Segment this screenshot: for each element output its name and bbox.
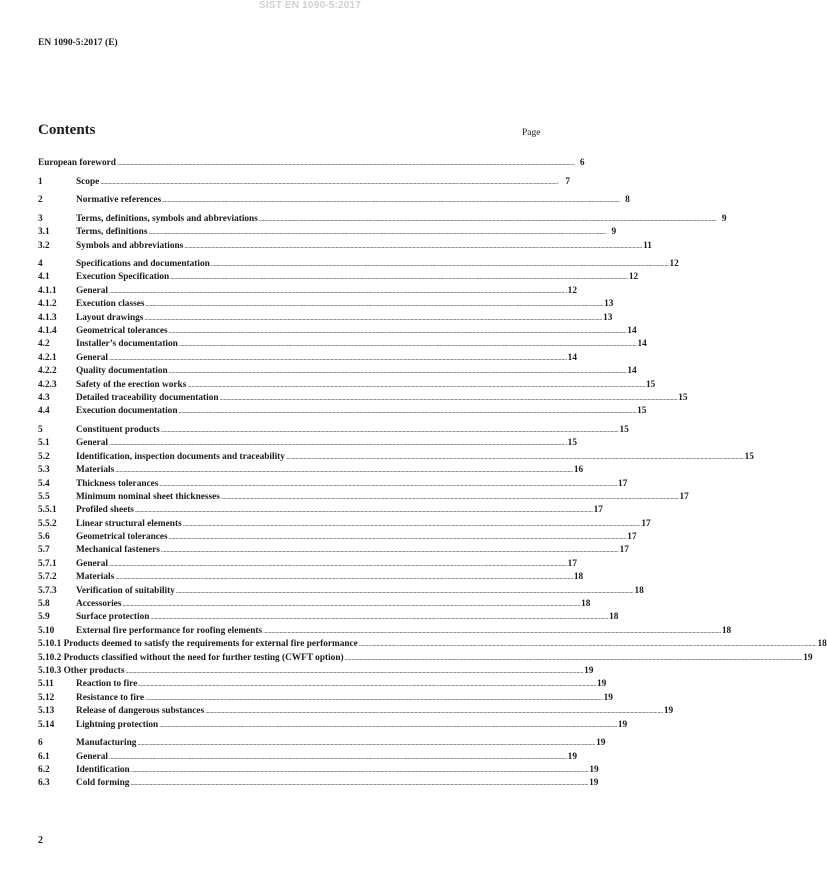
toc-entry-number: 6.3 [38,778,50,789]
toc-entry[interactable] [38,379,656,392]
toc-entry-page: 12 [628,272,639,283]
toc-entry-title: Release of dangerous substances [76,706,205,717]
toc-entry-page: 18 [609,612,619,623]
toc-entry-page: 16 [573,465,584,476]
dot-leader [161,544,619,557]
toc-entry-title: Scope [76,176,100,187]
toc-entry[interactable] [38,777,599,790]
toc-entry-title: Installer’s documentation [76,339,178,350]
toc-entry[interactable] [38,665,594,678]
toc-entry-title: General [76,285,109,296]
toc-entry-page: 14 [637,339,647,350]
toc-entry-number: 4.1.1 [38,285,57,296]
toc-entry-page: 15 [637,406,647,417]
dot-leader [109,285,567,298]
toc-entry-title: Safety of the erection works [76,379,187,390]
dot-leader [184,240,642,253]
toc-entry-page: 19 [589,764,599,775]
toc-entry-page: 17 [641,518,651,529]
toc-entry-page: 15 [619,424,629,435]
contents-heading: Contents [38,122,96,138]
dot-leader [187,379,645,392]
toc-entry[interactable] [38,437,577,450]
toc-entry-number: 5.12 [38,692,55,703]
toc-entry[interactable] [38,531,637,544]
toc-entry-page: 15 [744,451,754,462]
dot-leader [205,705,663,718]
dot-leader [221,491,679,504]
toc-entry-title: Lightning protection [76,719,159,730]
toc-entry-page: 17 [593,505,603,516]
toc-entry-title: Resistance to fire [76,692,144,703]
toc-entry-page: 19 [617,719,628,730]
dot-leader [359,638,817,651]
toc-entry-number: 5.5.1 [38,505,57,516]
toc-entry[interactable] [38,652,813,665]
toc-entry[interactable] [38,518,651,531]
toc-entry-number: 4.2 [38,339,50,350]
toc-entry-number: 4.2.3 [38,379,57,390]
toc-entry-title: Specifications and documentation [76,259,210,270]
toc-entry-number: 3.1 [38,227,50,238]
toc-entry-title: European foreword [38,158,116,168]
dot-leader [109,437,567,450]
dot-leader [161,424,619,437]
toc-entry-page: 17 [567,558,577,569]
dot-leader [169,365,627,378]
toc-entry-page: 6 [579,158,585,168]
toc-entry-number: 5.8 [38,599,50,610]
toc-entry-number: 4.2.1 [38,352,57,363]
dot-leader [144,312,602,325]
toc-entry-title: 5.10.1 Products deemed to satisfy the requirements for external fire performance [38,639,358,650]
toc-entry-page: 15 [567,438,577,449]
dot-leader [125,665,583,678]
toc-entry[interactable] [38,544,629,557]
toc-entry-page: 18 [817,639,827,650]
toc-entry-page: 14 [567,352,577,363]
dot-leader [145,298,603,311]
watermark: SIST EN 1090-5:2017 [258,0,362,11]
toc-entry-number: 3.2 [38,240,50,251]
toc-entry-title: Constituent products [76,424,160,435]
toc-entry-page: 17 [679,491,689,502]
toc-entry-title: External fire performance for roofing elements [76,625,263,636]
toc-entry-number: 4.2.2 [38,366,57,377]
toc-entry-number: 4 [38,259,43,270]
toc-entry-title: Execution Specification [76,272,170,283]
toc-entry-page: 18 [581,599,591,610]
toc-entry[interactable] [38,258,679,271]
toc-entry[interactable] [38,405,647,418]
toc-entry-number: 4.1 [38,272,50,283]
dot-leader [345,652,803,665]
toc-entry[interactable] [38,285,577,298]
toc-entry-title: Cold forming [76,778,130,789]
toc-entry-title: Symbols and abbreviations [76,240,184,251]
toc-entry-page: 19 [603,692,613,703]
toc-entry-page: 19 [803,652,813,663]
page-column-label: Page [522,128,541,138]
toc-entry-number: 4.3 [38,393,50,403]
toc-entry-title: Identification [76,764,130,775]
toc-entry-page: 13 [604,299,614,310]
toc-entry[interactable] [38,392,688,405]
dot-leader [169,531,627,544]
toc-entry-page: 11 [643,240,652,251]
toc-entry-number: 1 [38,176,43,187]
toc-entry-number: 2 [38,195,43,206]
dot-leader [211,258,669,271]
toc-entry-page: 15 [678,393,688,403]
toc-entry-number: 5.7.1 [38,558,57,569]
toc-entry-page: 19 [596,738,606,749]
dot-leader [130,777,588,790]
toc-entry-title: Terms, definitions, symbols and abbreviations [76,213,258,224]
toc-entry[interactable] [38,705,674,718]
dot-leader [159,719,617,732]
toc-entry-number: 5.5 [38,491,50,502]
toc-entry-number: 5.6 [38,532,50,543]
toc-entry-title: Surface protection [76,612,150,623]
toc-entry-number: 5.3 [38,465,50,476]
dot-leader [263,625,721,638]
dot-leader [150,611,608,624]
toc-entry-number: 4.1.3 [38,312,57,323]
toc-entry[interactable] [38,638,827,651]
toc-entry[interactable] [38,598,591,611]
toc-entry-page: 14 [627,326,637,337]
toc-entry-title: General [76,438,109,449]
toc-entry-number: 5.11 [38,679,54,690]
toc-entry-number: 5 [38,424,43,435]
toc-entry-page: 19 [567,751,577,762]
toc-entry-number: 5.14 [38,719,55,730]
table-of-contents [38,157,827,791]
toc-entry-title: Materials [76,572,115,583]
toc-entry-number: 4.4 [38,406,50,417]
toc-entry-title: 5.10.2 Products classified without the need for further testing (CWFT option) [38,652,344,663]
dot-leader [115,464,573,477]
toc-entry[interactable] [38,491,689,504]
toc-entry-title: Terms, definitions [76,227,148,238]
toc-entry-number: 5.7 [38,545,50,556]
toc-entry-page: 14 [627,366,637,377]
toc-entry-title: Verification of suitability [76,585,175,596]
dot-leader [135,504,593,517]
toc-entry-page: 19 [596,679,607,690]
toc-entry[interactable] [38,737,606,750]
toc-entry-number: 5.10 [38,625,55,636]
toc-entry[interactable] [38,692,613,705]
toc-entry-title: Layout drawings [76,312,144,323]
toc-entry-title: Thickness tolerances [76,478,159,489]
toc-entry[interactable] [38,764,599,777]
toc-entry-page: 18 [573,572,584,583]
dot-leader [159,478,617,491]
toc-entry-page: 9 [611,227,617,238]
toc-entry[interactable] [38,194,630,207]
toc-entry[interactable] [38,365,637,378]
dot-leader [170,271,628,284]
toc-entry-title: Execution documentation [76,406,178,417]
toc-entry-number: 6 [38,738,43,749]
toc-entry-title: Execution classes [76,299,145,310]
toc-entry-page: 9 [721,213,727,224]
page-number: 2 [38,835,43,846]
toc-entry[interactable] [38,312,613,325]
toc-entry-page: 18 [721,625,732,636]
dot-leader [286,451,744,464]
toc-entry[interactable] [38,504,603,517]
toc-entry-number: 6.1 [38,751,50,762]
toc-entry-number: 5.1 [38,438,50,449]
toc-entry[interactable] [38,478,628,491]
toc-entry-number: 5.9 [38,612,50,623]
toc-entry-title: Profiled sheets [76,505,134,516]
toc-entry-title: Accessories [76,599,122,610]
toc-entry-page: 12 [669,259,679,270]
toc-entry[interactable] [38,625,732,638]
dot-leader [145,692,603,705]
toc-entry[interactable] [38,678,607,691]
document-id: EN 1090-5:2017 (E) [38,38,118,48]
dot-leader [122,598,580,611]
dot-leader [162,194,620,207]
toc-entry-title: Detailed traceability documentation [76,393,219,403]
toc-entry-title: Reaction to fire [76,679,138,690]
toc-entry-number: 4.1.2 [38,299,57,310]
toc-entry-page: 7 [565,176,570,187]
dot-leader [220,392,678,405]
dot-leader [109,558,567,571]
toc-entry[interactable] [38,157,585,170]
dot-leader [131,764,589,777]
dot-leader [259,213,717,226]
toc-entry-number: 5.7.3 [38,585,57,596]
toc-entry[interactable] [38,298,614,311]
toc-entry-title: Quality documentation [76,366,168,377]
dot-leader [169,325,627,338]
toc-entry-page: 17 [627,532,637,543]
toc-entry[interactable] [38,226,617,239]
toc-entry[interactable] [38,176,570,189]
toc-entry-page: 8 [625,195,630,206]
toc-entry-title: General [76,558,109,569]
toc-entry-number: 3 [38,213,43,224]
toc-entry[interactable] [38,558,577,571]
toc-entry[interactable] [38,213,727,226]
toc-entry-title: General [76,751,109,762]
toc-entry[interactable] [38,338,647,351]
dot-leader [100,176,560,189]
toc-entry[interactable] [38,719,628,732]
toc-entry-page: 18 [634,585,644,596]
toc-entry-page: 17 [619,545,629,556]
toc-entry-title: Identification, inspection documents and traceability [76,451,285,462]
toc-entry-title: Linear structural elements [76,518,182,529]
dot-leader [109,352,567,365]
toc-entry-number: 4.1.4 [38,326,57,337]
toc-entry[interactable] [38,424,629,437]
toc-entry[interactable] [38,325,637,338]
dot-leader [138,678,596,691]
dot-leader [117,157,575,170]
dot-leader [109,751,567,764]
toc-entry[interactable] [38,352,577,365]
toc-entry[interactable] [38,571,584,584]
toc-entry-title: Minimum nominal sheet thicknesses [76,491,220,502]
toc-entry-page: 17 [618,478,628,489]
toc-entry-title: 5.10.3 Other products [38,666,125,676]
dot-leader [183,518,641,531]
toc-entry-title: Normative references [76,195,162,206]
toc-entry-page: 19 [589,778,599,789]
toc-entry-page: 15 [646,379,656,390]
toc-entry-title: Materials [76,465,115,476]
toc-entry-title: Geometrical tolerances [76,326,168,337]
toc-entry-number: 5.2 [38,451,50,462]
toc-entry[interactable] [38,585,644,598]
toc-entry[interactable] [38,464,584,477]
dot-leader [148,226,606,239]
toc-entry[interactable] [38,451,754,464]
toc-entry-title: Geometrical tolerances [76,532,168,543]
toc-entry-number: 6.2 [38,764,50,775]
toc-entry[interactable] [38,271,639,284]
toc-entry-title: Mechanical fasteners [76,545,160,556]
toc-entry[interactable] [38,611,619,624]
toc-entry-title: General [76,352,109,363]
dot-leader [176,585,634,598]
toc-entry-number: 5.13 [38,706,55,717]
toc-entry-number: 5.4 [38,478,50,489]
toc-entry[interactable] [38,240,652,253]
dot-leader [179,338,637,351]
toc-entry-number: 5.5.2 [38,518,57,529]
toc-entry-page: 12 [567,285,577,296]
toc-entry-title: Manufacturing [76,738,137,749]
dot-leader [179,405,637,418]
toc-entry-page: 13 [603,312,613,323]
toc-entry-page: 19 [584,666,594,676]
toc-entry-page: 19 [663,706,674,717]
dot-leader [115,571,573,584]
toc-entry-number: 5.7.2 [38,572,57,583]
dot-leader [137,737,595,750]
toc-entry[interactable] [38,751,577,764]
